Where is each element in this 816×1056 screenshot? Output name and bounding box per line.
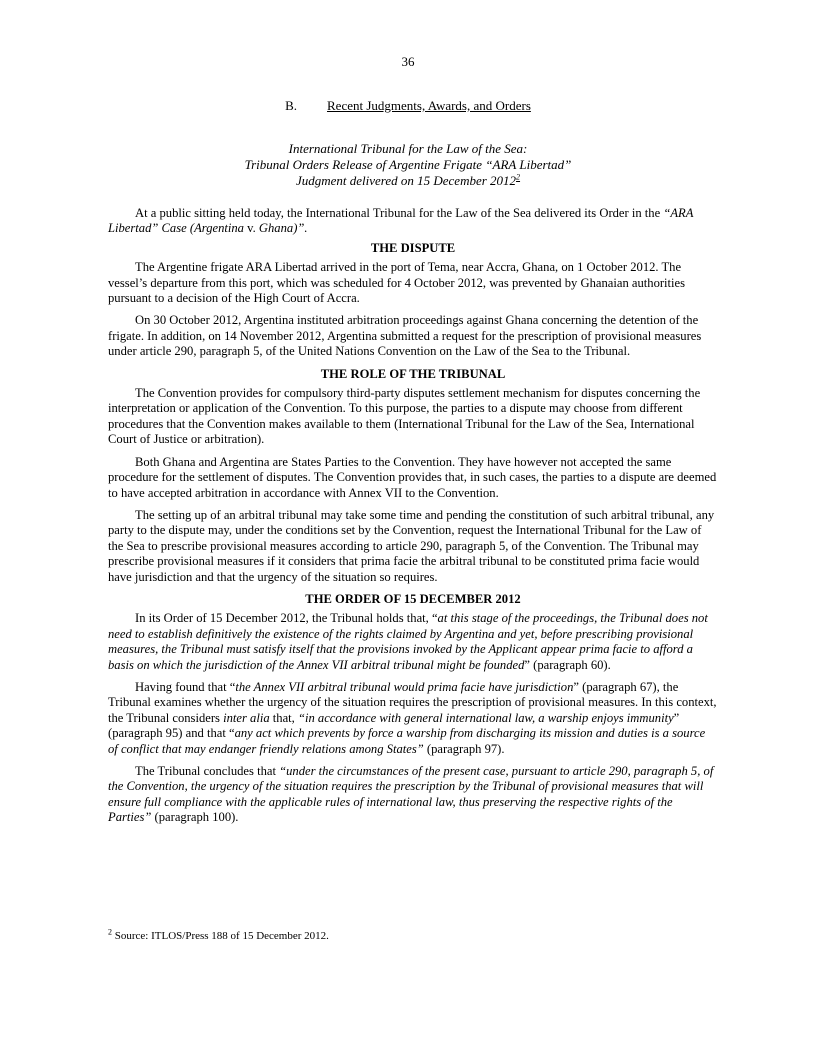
order-p2-inter-alia: inter alia xyxy=(223,710,270,725)
document-subtitle xyxy=(0,141,816,189)
footnote-reference[interactable]: 2 xyxy=(516,172,521,182)
subtitle-line-1: International Tribunal for the Law of the Sea: xyxy=(288,141,528,156)
intro-paragraph xyxy=(108,206,718,237)
order-p2-quote-h: any act which prevents by force a warship from discharging its mission and duties is a source of conflict that may endanger friendly relations among States” xyxy=(108,726,706,756)
section-heading xyxy=(0,98,816,114)
heading-dispute: THE DISPUTE xyxy=(370,240,456,255)
order-p2-text-c: ” (paragraph 67), the Tribunal examines whether the urgency of the situation requires the prescription of provisional measures. In this context, the Tribunal considers xyxy=(108,679,717,725)
order-p1-text-c: ” (paragraph 60). xyxy=(524,657,611,672)
intro-case-b: Ghana)”. xyxy=(258,221,308,236)
dispute-paragraph: On 30 October 2012, Argentina instituted arbitration proceedings against Ghana concerning the detention of the frigate. In addition, on 14 November 2012, Argentina submitted a request for the prescription of provisional measures under article 290, paragraph 5, of the United Nations Convention on the Law of the Sea to the Tribunal. xyxy=(108,313,702,359)
footnote-text: Source: ITLOS/Press 188 of 15 December 2012. xyxy=(112,930,329,942)
document-body xyxy=(108,206,718,833)
order-p1-quote: at this stage of the proceedings, the Tribunal does not need to establish definitively the existence of the rights claimed by Argentina and yet, before prescribing provisional measures, the Tribunal must satisfy itself that the provisions invoked by the Applicant appear prima facie to afford a basis on which the jurisdiction of the Annex VII arbitral tribunal might be founded xyxy=(108,611,708,672)
order-p2-text-i: (paragraph 97). xyxy=(423,741,505,756)
order-p2-quote-b: the Annex VII arbitral tribunal would prima facie have jurisdiction xyxy=(235,679,574,694)
role-paragraph: The Convention provides for compulsory third-party disputes settlement mechanism for disputes concerning the interpretation or application of the Convention. To this purpose, the parties to a dispute may choose from different procedures that the Convention makes available to them (International Tribunal for the Law of the Sea, International Court of Justice or arbitration). xyxy=(108,386,701,447)
intro-case-a: “ARA Libertad” Case (Argentina xyxy=(108,206,694,236)
order-p3-text-c: (paragraph 100). xyxy=(151,810,239,825)
order-p1-text-a: In its Order of 15 December 2012, the Tribunal holds that, “ xyxy=(135,611,438,626)
subtitle-line-3-text: Judgment delivered on 15 December 2012 xyxy=(295,173,517,188)
role-paragraph: Both Ghana and Argentina are States Parties to the Convention. They have however not accepted the same procedure for the settlement of disputes. The Convention provides that, in such cases, the parties to a dispute are deemed to have accepted arbitration in accordance with Annex VII to the Convention. xyxy=(108,454,717,500)
order-p2-text-a: Having found that “ xyxy=(135,679,236,694)
heading-order: THE ORDER OF 15 DECEMBER 2012 xyxy=(305,591,521,606)
order-paragraph-1 xyxy=(108,611,718,673)
order-p3-text-a: The Tribunal concludes that xyxy=(135,764,280,778)
order-p2-text-g: ” (paragraph 95) and that “ xyxy=(108,710,680,741)
intro-versus: v. xyxy=(243,221,259,236)
subtitle-line-3 xyxy=(0,173,816,189)
subtitle-line-2: Tribunal Orders Release of Argentine Frigate “ARA Libertad” xyxy=(244,157,572,172)
order-p3-quote: “under the circumstances of the present case, pursuant to article 290, paragraph 5, of the Convention, the urgency of the situation requires the prescription by the Tribunal of provisional measures that will ensure full compliance with the applicable rules of international law, thus preserving the respective rights of the Parties” xyxy=(108,764,714,825)
footnote xyxy=(108,927,718,942)
order-paragraph-3 xyxy=(108,764,718,826)
section-letter: B. xyxy=(285,98,298,113)
dispute-paragraph: The Argentine frigate ARA Libertad arrived in the port of Tema, near Accra, Ghana, on 1 October 2012. The vessel’s departure from this port, which was scheduled for 4 October 2012, was prevented by Ghanaian authorities pursuant to a decision of the High Court of Accra. xyxy=(108,260,686,306)
footnote-mark: 2 xyxy=(108,927,112,937)
heading-role: THE ROLE OF THE TRIBUNAL xyxy=(320,366,506,381)
order-paragraph-2 xyxy=(108,680,718,757)
order-p2-text-e: that, xyxy=(269,710,298,725)
role-paragraph: The setting up of an arbitral tribunal may take some time and pending the constitution of such arbitral tribunal, any party to the dispute may, under the conditions set by the Convention, request the International Tribunal for the Law of the Sea to prescribe provisional measures according to article 290, paragraph 5, of the Convention. The Tribunal may prescribe provisional measures if it considers that prima facie the arbitral tribunal to be constituted prima facie would have jurisdiction and that the urgency of the situation so requires. xyxy=(108,507,715,584)
intro-text: At a public sitting held today, the International Tribunal for the Law of the Sea delivered its Order in the xyxy=(135,206,664,220)
page-number: 36 xyxy=(401,54,415,69)
order-p2-quote-f: “in accordance with general international law, a warship enjoys immunity xyxy=(297,710,674,725)
section-title: Recent Judgments, Awards, and Orders xyxy=(327,98,531,113)
